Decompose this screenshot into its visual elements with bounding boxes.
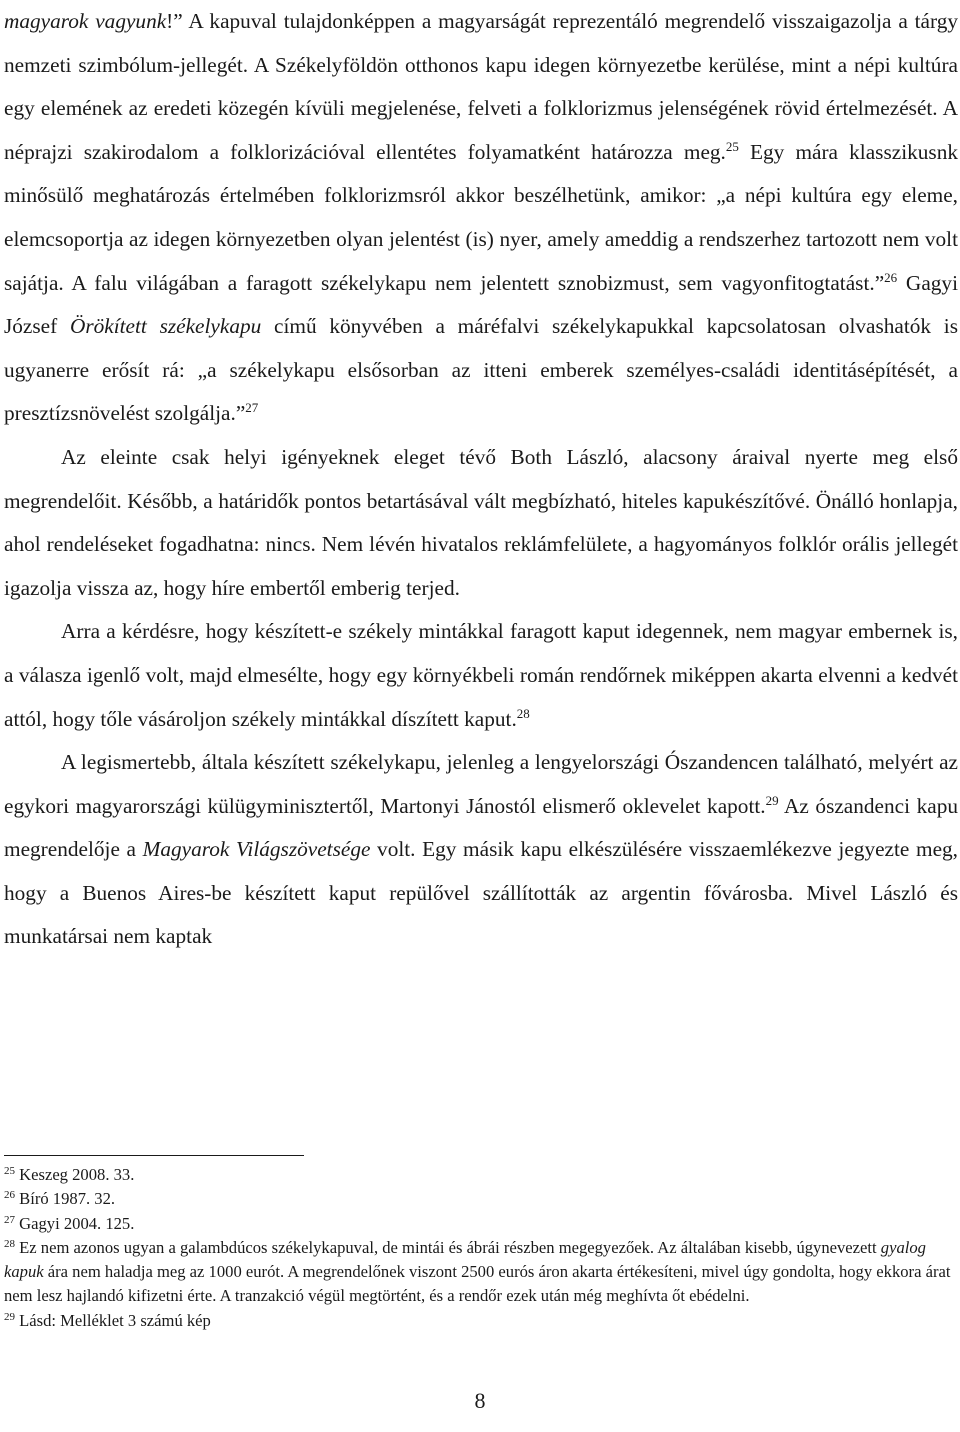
paragraph-1-text: !” A kapuval tulajdonképpen a magyarságát reprezentáló megrendelő visszaigazolja a tárgy nemzeti szimbólum-jellegét. A Székelyföldön otthonos kapu idegen környezetbe kerülése, mint a népi kultúra egy elemének az eredeti közegén kívüli megjelenése, felveti a folklorizmus jelenségének rövid értelmezését. A néprajzi szakirodalom a folklorizációval ellentétes folyamatként határozza meg. — [4, 9, 958, 164]
footnote-text: Bíró 1987. 32. — [15, 1189, 116, 1209]
footnote-number: 28 — [4, 1237, 15, 1250]
footnote-29 — [4, 1309, 958, 1333]
footnote-text-2: ára nem haladja meg az 1000 eurót. A megrendelőnek viszont 2500 eurós áron akarta értékesíteni, mivel úgy gondolta, hogy ekkora árat nem lesz hajlandó kifizetni érte. A tranzakció végül megtörtént, és a rendőr ezek után még meghívta őt ebédelni. — [4, 1262, 951, 1306]
footnote-ref-26[interactable]: 26 — [884, 269, 898, 285]
footnote-number: 29 — [4, 1310, 15, 1323]
footnote-text: Ez nem azonos ugyan a galambdúcos székelykapuval, de mintái és ábrái részben megegyezőek. Az általában kisebb, úgynevezett — [15, 1237, 881, 1257]
footnote-text: Lásd: Melléklet 3 számú kép — [15, 1310, 211, 1330]
paragraph-4-text-3: volt. Egy másik kapu elkészülésére visszaemlékezve jegyezte meg, hogy a Buenos Aires-be készített kaput repülővel szállították az argentin fővárosba. Mivel László és munkatársai nem kaptak — [4, 837, 958, 949]
footnote-text: Keszeg 2008. 33. — [15, 1165, 135, 1184]
footnote-28 — [4, 1236, 958, 1309]
book-title: Örökített székelykapu — [69, 314, 262, 339]
paragraph-3 — [4, 610, 958, 741]
italic-quote: magyarok vagyunk — [4, 9, 167, 33]
paragraph-4-text-2: Az ószandenci kapu megrendelője a — [4, 793, 958, 862]
paragraph-2: Az eleinte csak helyi igényeknek eleget tévő Both László, alacsony áraival nyerte meg első megrendelőit. Később, a határidők pontos betartásával vált megbízható, hiteles kapukészítővé. Önálló honlapja, ahol rendeléseket fogadhatna: nincs. Nem lévén hivatalos reklámfelülete, a hagyományos folklór orális jellegét igazolja vissza az, hogy híre embertől emberig terjed. — [4, 444, 958, 600]
footnote-ref-29[interactable]: 29 — [765, 792, 779, 808]
footnote-27 — [4, 1212, 958, 1236]
footnote-26 — [4, 1187, 958, 1211]
body-text — [4, 0, 958, 959]
footnotes — [4, 1163, 958, 1333]
organization-name: Magyarok Világszövetsége — [142, 837, 371, 862]
footnote-text: Gagyi 2004. 125. — [15, 1213, 135, 1233]
footnote-ref-28[interactable]: 28 — [516, 705, 530, 721]
footnote-ref-25[interactable]: 25 — [725, 138, 739, 154]
footnote-25 — [4, 1163, 958, 1187]
footnote-number: 25 — [4, 1165, 15, 1177]
paragraph-1-text-3: Gagyi József — [4, 270, 958, 339]
paragraph-4-text: A legismertebb, általa készített székelykapu, jelenleg a lengyelországi Ószandencen található, melyért az egykori magyarországi külügyminisztertől, Martonyi Jánostól elismerő oklevelet kapott. — [4, 750, 958, 818]
paragraph-1 — [4, 0, 958, 436]
footnote-ref-27[interactable]: 27 — [245, 400, 259, 416]
page-number: 8 — [474, 1388, 486, 1413]
footnote-italic-term: gyalog kapuk — [4, 1237, 926, 1282]
paragraph-3-text: Arra a kérdésre, hogy készített-e székely mintákkal faragott kaput idegennek, nem magyar embernek is, a válasza igenlő volt, majd elmesélte, hogy egy környékbeli román rendőrnek miképpen akarta elvenni a kedvét attól, hogy tőle vásároljon székely mintákkal díszített kaput. — [4, 619, 958, 731]
footnote-number: 26 — [4, 1189, 15, 1202]
paragraph-1-text-4: című könyvében a máréfalvi székelykapukkal kapcsolatosan olvashatók is ugyanerre erősít rá: „a székelykapu elsősorban az itteni emberek személyes-családi identitásépítését, a presztízsnövelést szolgálja.” — [4, 314, 959, 426]
paragraph-4 — [4, 741, 958, 959]
footnote-separator — [4, 1155, 304, 1156]
paragraph-1-text-2: Egy mára klasszikusnk minősülő meghatározás értelmében folklorizmsról akkor beszélhetünk, amikor: „a népi kultúra egy eleme, elemcsoportja az idegen környezetben olyan jelentést (is) nyer, amely ameddig a rendszerhez tartozott nem volt sajátja. A falu világában a faragott székelykapu nem jelentett sznobizmust, sem vagyonfitogtatást.” — [4, 139, 958, 295]
footnote-number: 27 — [4, 1213, 15, 1226]
